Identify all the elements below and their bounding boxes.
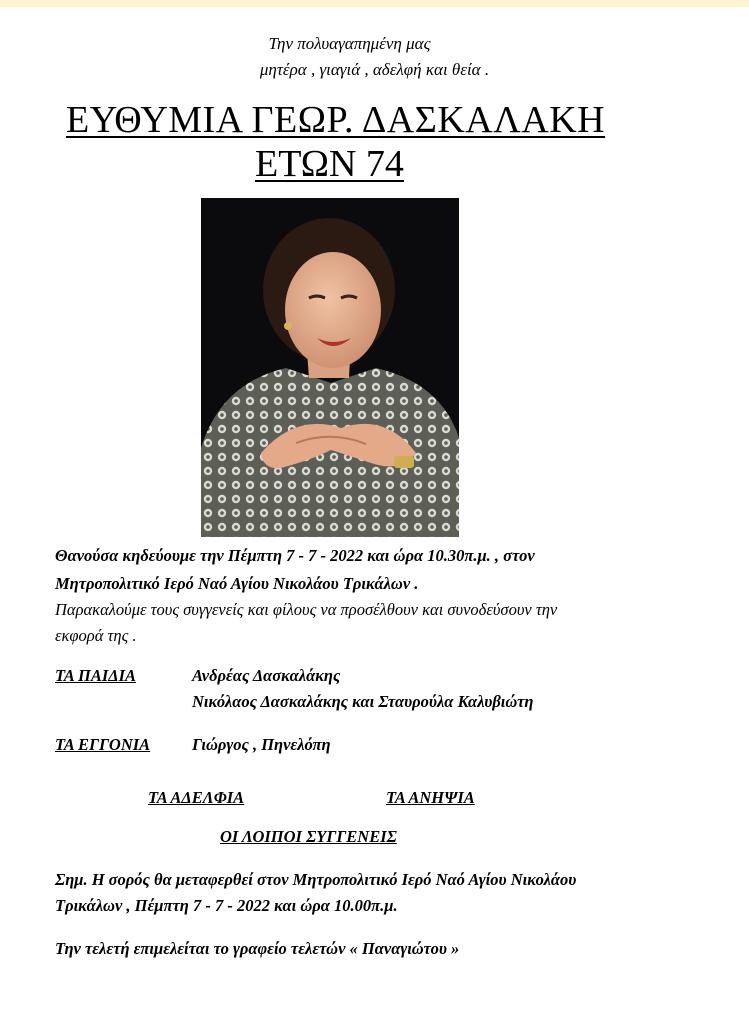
- children-line-1: Ανδρέας Δασκαλάκης: [192, 666, 341, 685]
- grandchildren-names: Γιώργος , Πηνελόπη: [192, 735, 331, 754]
- portrait-photo: [201, 198, 459, 537]
- deceased-name: ΕΥΘΥΜΙΑ ΓΕΩΡ. ΔΑΣΚΑΛΑΚΗ: [66, 99, 606, 141]
- funeral-home: Την τελετή επιμελείται το γραφείο τελετών « Παναγιώτου »: [55, 939, 460, 958]
- funeral-line-4: εκφορά της .: [55, 626, 137, 645]
- children-label: ΤΑ ΠΑΙΔΙΑ: [55, 666, 137, 685]
- top-bar: [0, 0, 749, 7]
- children-line-2: Νικόλαος Δασκαλάκης και Σταυρούλα Καλυβιώτη: [192, 692, 534, 711]
- intro-line-1: Την πολυαγαπημένη μας: [268, 34, 431, 53]
- funeral-line-3: Παρακαλούμε τους συγγενείς και φίλους να προσέλθουν και συνοδεύσουν την: [55, 600, 558, 619]
- grandchildren-label: ΤΑ ΕΓΓΟΝΙΑ: [55, 735, 151, 754]
- nephews-label: ΤΑ ΑΝΗΨΙΑ: [386, 788, 475, 807]
- intro-line-2: μητέρα , γιαγιά , αδελφή και θεία .: [259, 60, 490, 79]
- note-line-1: Σημ. Η σορός θα μεταφερθεί στον Μητροπολιτικό Ιερό Ναό Αγίου Νικολάου: [55, 870, 577, 889]
- funeral-line-1: Θανούσα κηδεύουμε την Πέμπτη 7 - 7 - 2022 και ώρα 10.30π.μ. , στον: [55, 546, 535, 565]
- relatives-label: ΟΙ ΛΟΙΠΟΙ ΣΥΓΓΕΝΕΙΣ: [220, 827, 397, 846]
- funeral-line-2: Μητροπολιτικό Ιερό Ναό Αγίου Νικολάου Τρικάλων .: [55, 574, 419, 593]
- note-line-2: Τρικάλων , Πέμπτη 7 - 7 - 2022 και ώρα 10.00π.μ.: [55, 896, 398, 915]
- deceased-age: ΕΤΩΝ 74: [255, 143, 404, 185]
- siblings-label: ΤΑ ΑΔΕΛΦΙΑ: [148, 788, 245, 807]
